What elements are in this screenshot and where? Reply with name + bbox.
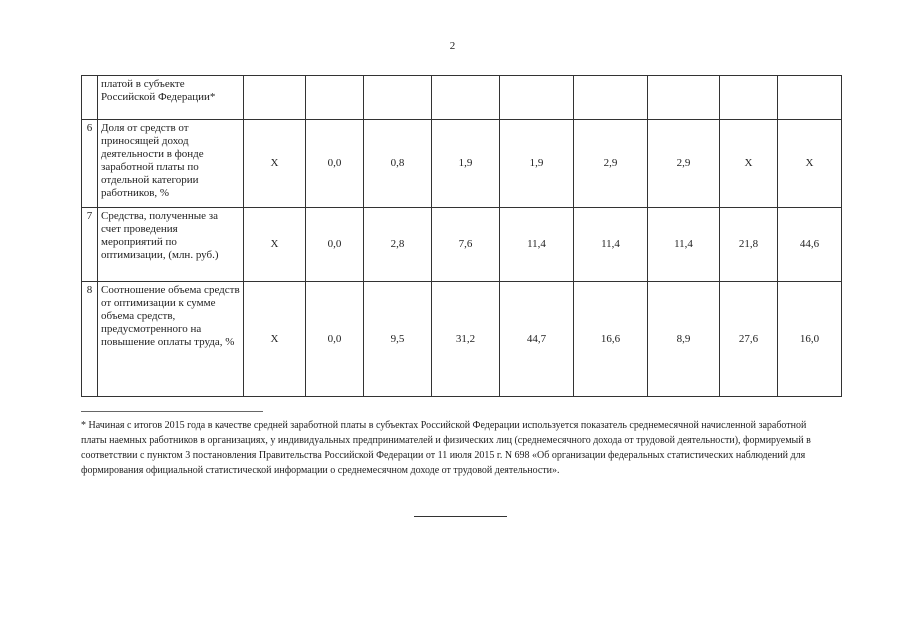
value-cell: Х — [778, 120, 842, 208]
value-cell: Х — [244, 120, 306, 208]
value-cell: 2,9 — [574, 120, 648, 208]
indicator-name-cell: Соотношение объема средств от оптимизации к сумме объема средств, предусмотренного на повышение оплаты труда, % — [98, 282, 244, 397]
value-cell: 16,0 — [778, 282, 842, 397]
table-row — [82, 282, 842, 397]
value-cell: 1,9 — [432, 120, 500, 208]
value-cell: 11,4 — [648, 208, 720, 282]
table-body — [82, 76, 842, 397]
value-cell: 27,6 — [720, 282, 778, 397]
value-cell: 44,6 — [778, 208, 842, 282]
page-number: 2 — [449, 40, 456, 52]
value-cell: 7,6 — [432, 208, 500, 282]
row-number-cell: 8 — [82, 282, 98, 397]
value-cell: Х — [244, 282, 306, 397]
value-cell — [778, 76, 842, 120]
value-cell: 0,0 — [306, 282, 364, 397]
indicators-table — [81, 75, 842, 397]
table-row — [82, 120, 842, 208]
value-cell: 21,8 — [720, 208, 778, 282]
value-cell — [574, 76, 648, 120]
value-cell: 11,4 — [574, 208, 648, 282]
value-cell: 11,4 — [500, 208, 574, 282]
value-cell — [306, 76, 364, 120]
value-cell: Х — [720, 120, 778, 208]
indicator-name-cell: Доля от средств от приносящей доход деятельности в фонде заработной платы по отдельной категории работников, % — [98, 120, 244, 208]
value-cell — [648, 76, 720, 120]
footnote-separator — [81, 411, 263, 412]
value-cell: 44,7 — [500, 282, 574, 397]
value-cell: Х — [244, 208, 306, 282]
value-cell: 16,6 — [574, 282, 648, 397]
value-cell: 0,0 — [306, 208, 364, 282]
value-cell: 2,9 — [648, 120, 720, 208]
value-cell: 9,5 — [364, 282, 432, 397]
footnote-text: * Начиная с итогов 2015 года в качестве средней заработной платы в субъектах Российской Федерации используется показатель среднемесячной начисленной заработной платы наемных работников в организациях, у индивидуальных предпринимателей и физических лиц (среднемесячного дохода от трудовой деятельности), формируемый в соответствии с пунктом 3 постановления Правительства Российской Федерации от 11 июля 2015 г. N 698 «Об организации федеральных статистических наблюдений для формирования официальной статистической информации о среднемесячном доходе от трудовой деятельности». — [81, 420, 811, 476]
value-cell — [500, 76, 574, 120]
value-cell: 0,0 — [306, 120, 364, 208]
value-cell — [432, 76, 500, 120]
end-of-page-rule — [414, 516, 507, 517]
indicator-name-cell: Средства, полученные за счет проведения мероприятий по оптимизации, (млн. руб.) — [98, 208, 244, 282]
value-cell: 2,8 — [364, 208, 432, 282]
value-cell — [244, 76, 306, 120]
indicator-name-cell: платой в субъекте Российской Федерации* — [98, 76, 244, 120]
value-cell — [720, 76, 778, 120]
table-row — [82, 76, 842, 120]
row-number-cell — [82, 76, 98, 120]
value-cell — [364, 76, 432, 120]
row-number-cell: 6 — [82, 120, 98, 208]
row-number-cell: 7 — [82, 208, 98, 282]
table-row — [82, 208, 842, 282]
value-cell: 31,2 — [432, 282, 500, 397]
value-cell: 8,9 — [648, 282, 720, 397]
value-cell: 1,9 — [500, 120, 574, 208]
value-cell: 0,8 — [364, 120, 432, 208]
